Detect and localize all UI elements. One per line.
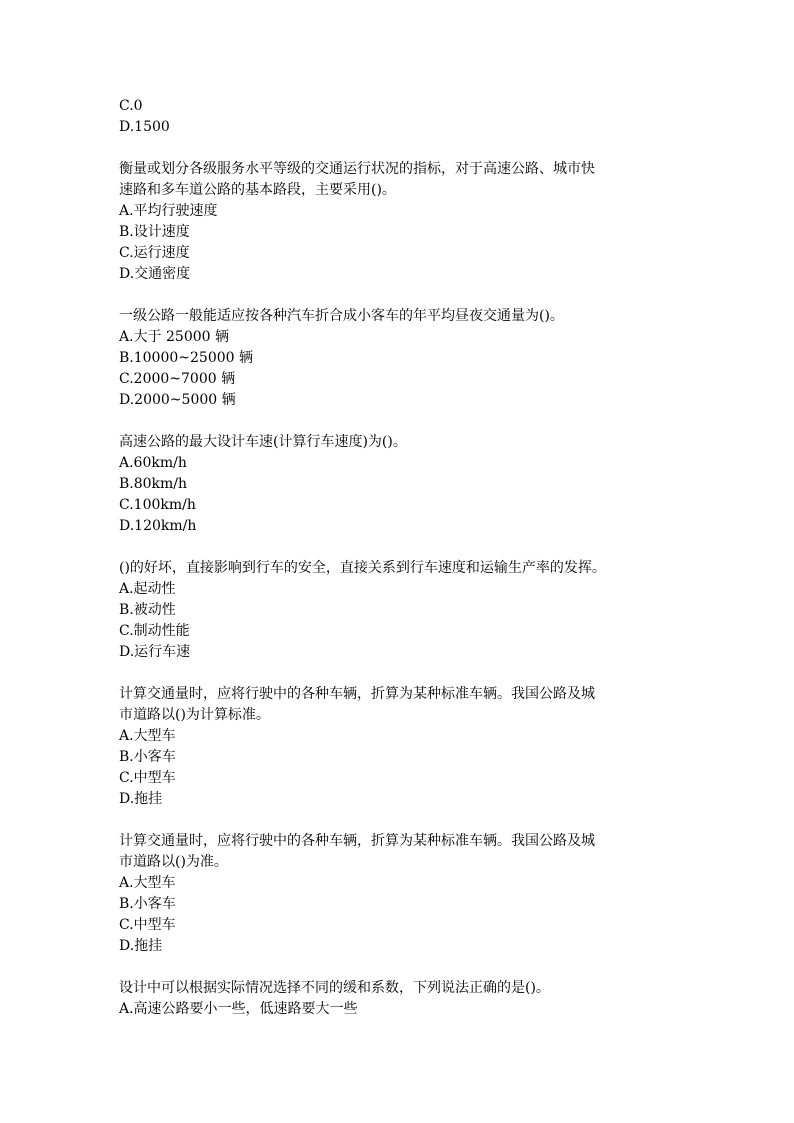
option-b: B.小客车: [119, 749, 176, 765]
option-c: C.中型车: [119, 917, 176, 933]
question-stem: 一级公路一般能适应按各种汽车折合成小客车的年平均昼夜交通量为()。: [119, 308, 564, 324]
option-b: B.小客车: [119, 896, 176, 912]
question-stem: 设计中可以根据实际情况选择不同的缓和系数，下列说法正确的是()。: [119, 980, 550, 996]
option-line: C.0: [119, 98, 143, 114]
document-page: [119, 96, 719, 1020]
question-stem: 计算交通量时，应将行驶中的各种车辆，折算为某种标准车辆。我国公路及城: [119, 833, 595, 849]
continued-question-options: [119, 96, 719, 138]
option-d: D.交通密度: [119, 266, 191, 282]
question-7: [119, 978, 719, 1020]
option-a: A.高速公路要小一些，低速路要大一些: [119, 1001, 358, 1017]
question-4: [119, 558, 719, 663]
option-b: B.10000~25000 辆: [119, 350, 253, 366]
option-c: C.运行速度: [119, 245, 190, 261]
question-stem: 市道路以()为准。: [119, 854, 228, 870]
option-d: D.拖挂: [119, 938, 163, 954]
question-stem: 衡量或划分各级服务水平等级的交通运行状况的指标，对于高速公路、城市快: [119, 161, 595, 177]
option-line: D.1500: [119, 119, 170, 135]
option-d: D.2000~5000 辆: [119, 392, 236, 408]
option-a: A.大于 25000 辆: [119, 329, 229, 345]
question-5: [119, 684, 719, 810]
option-b: B.80km/h: [119, 476, 188, 492]
question-2: [119, 306, 719, 411]
option-b: B.设计速度: [119, 224, 190, 240]
option-a: A.大型车: [119, 728, 176, 744]
option-a: A.60km/h: [119, 455, 187, 471]
question-stem: 高速公路的最大设计车速(计算行车速度)为()。: [119, 434, 407, 450]
option-d: D.拖挂: [119, 791, 163, 807]
question-stem: 市道路以()为计算标准。: [119, 707, 270, 723]
option-a: A.平均行驶速度: [119, 203, 218, 219]
option-d: D.120km/h: [119, 518, 197, 534]
option-a: A.起动性: [119, 581, 176, 597]
option-c: C.中型车: [119, 770, 176, 786]
option-c: C.100km/h: [119, 497, 196, 513]
question-stem: ()的好坏，直接影响到行车的安全，直接关系到行车速度和运输生产率的发挥。: [119, 560, 606, 576]
question-3: [119, 432, 719, 537]
question-stem: 速路和多车道公路的基本路段，主要采用()。: [119, 182, 396, 198]
option-d: D.运行车速: [119, 644, 191, 660]
question-1: [119, 159, 719, 285]
option-c: C.制动性能: [119, 623, 190, 639]
option-a: A.大型车: [119, 875, 176, 891]
question-stem: 计算交通量时，应将行驶中的各种车辆，折算为某种标准车辆。我国公路及城: [119, 686, 595, 702]
option-c: C.2000~7000 辆: [119, 371, 236, 387]
question-6: [119, 831, 719, 957]
option-b: B.被动性: [119, 602, 176, 618]
